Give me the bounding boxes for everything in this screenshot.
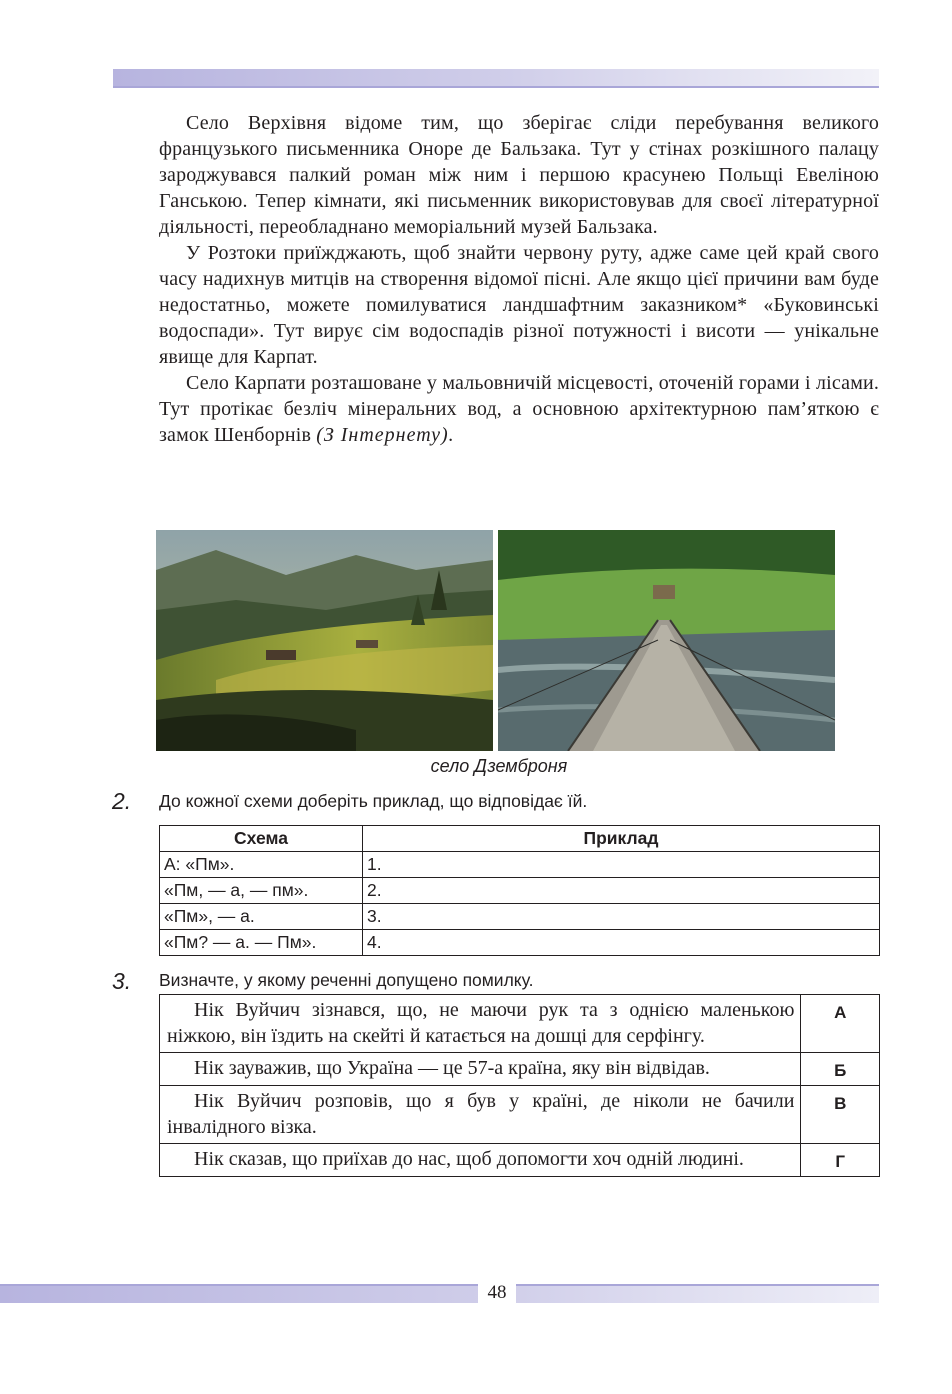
page-number: 48	[478, 1281, 516, 1305]
option-row	[160, 995, 880, 1053]
option-row	[160, 1086, 880, 1144]
source-note: (З Інтернету).	[316, 424, 455, 446]
table-row	[160, 878, 880, 904]
option-sentence: Нік Вуйчич розповів, що я був у країні, де ніколи не бачили інвалідного візка.	[160, 1086, 801, 1144]
option-letter: Г	[801, 1144, 880, 1177]
example-cell: 2.	[363, 878, 880, 904]
option-sentence: Нік сказав, що приїхав до нас, щоб допомогти хоч одній людині.	[160, 1144, 801, 1177]
paragraph-verkhivnia: Село Верхівня відоме тим, що зберігає сліди перебування великого французького письменника Оноре де Бальзака. Тут у стінах розкішного палацу зароджувався палкий роман між ним і першою красунею Польщі Евеліною Ганською. Тепер кімнати, які письменник використовував для своєї літературної діяльності, переобладнано меморіальний музей Бальзака.	[159, 112, 879, 238]
option-sentence: Нік Вуйчич зізнався, що, не маючи рук та з однією маленькою ніжкою, він їздить на скейті й катається на дошці для серфінгу.	[160, 995, 801, 1053]
photo-bridge-river	[498, 530, 835, 751]
table-row	[160, 852, 880, 878]
header-decor-bar	[113, 69, 879, 88]
column-header-schema: Схема	[160, 826, 363, 852]
option-row	[160, 1053, 880, 1086]
option-letter: Б	[801, 1053, 880, 1086]
example-cell: 1.	[363, 852, 880, 878]
paragraph-karpaty	[159, 370, 879, 448]
option-letter: В	[801, 1086, 880, 1144]
answer-options-table	[159, 994, 880, 1177]
task-2-number: 2.	[112, 788, 132, 814]
schema-cell: «Пм? — а. — Пм».	[160, 930, 363, 956]
schema-cell: «Пм», — а.	[160, 904, 363, 930]
example-cell: 4.	[363, 930, 880, 956]
example-cell: 3.	[363, 904, 880, 930]
schema-cell: А: «Пм».	[160, 852, 363, 878]
task-3-number: 3.	[112, 968, 132, 994]
option-sentence: Нік зауважив, що Україна — це 57-а країна, яку він відвідав.	[160, 1053, 801, 1086]
paragraph-roztoky: У Розтоки приїжджають, щоб знайти червону руту, адже саме цей край свого часу надихнув митців на створення відомої пісні. Але якщо цієї причини вам буде недостатньо, можете помилуватися ландшафтним заказником* «Буковинські водоспади». Тут вирує сім водоспадів різної потужності і висоти — унікальне явище для Карпат.	[159, 242, 879, 368]
schema-cell: «Пм, — а, — пм».	[160, 878, 363, 904]
table-header-row	[160, 826, 880, 852]
task-2-instruction: До кожної схеми доберіть приклад, що відповідає їй.	[159, 791, 588, 811]
text-passage	[159, 110, 879, 448]
option-row	[160, 1144, 880, 1177]
task-3-instruction: Визначте, у якому реченні допущено помилку.	[159, 970, 534, 990]
paragraph-karpaty-text: Село Карпати розташоване у мальовничій місцевості, оточеній горами і лісами. Тут протікає безліч мінеральних вод, а основною архітектурною пам’яткою є замок Шенборнів	[159, 372, 879, 446]
column-header-example: Приклад	[363, 826, 880, 852]
photo-mountain-village	[156, 530, 493, 751]
option-letter: А	[801, 995, 880, 1053]
table-row	[160, 930, 880, 956]
footer-decor-bar	[0, 1284, 879, 1303]
table-row	[160, 904, 880, 930]
schema-example-table	[159, 825, 880, 956]
photo-caption: село Дземброня	[430, 756, 568, 776]
